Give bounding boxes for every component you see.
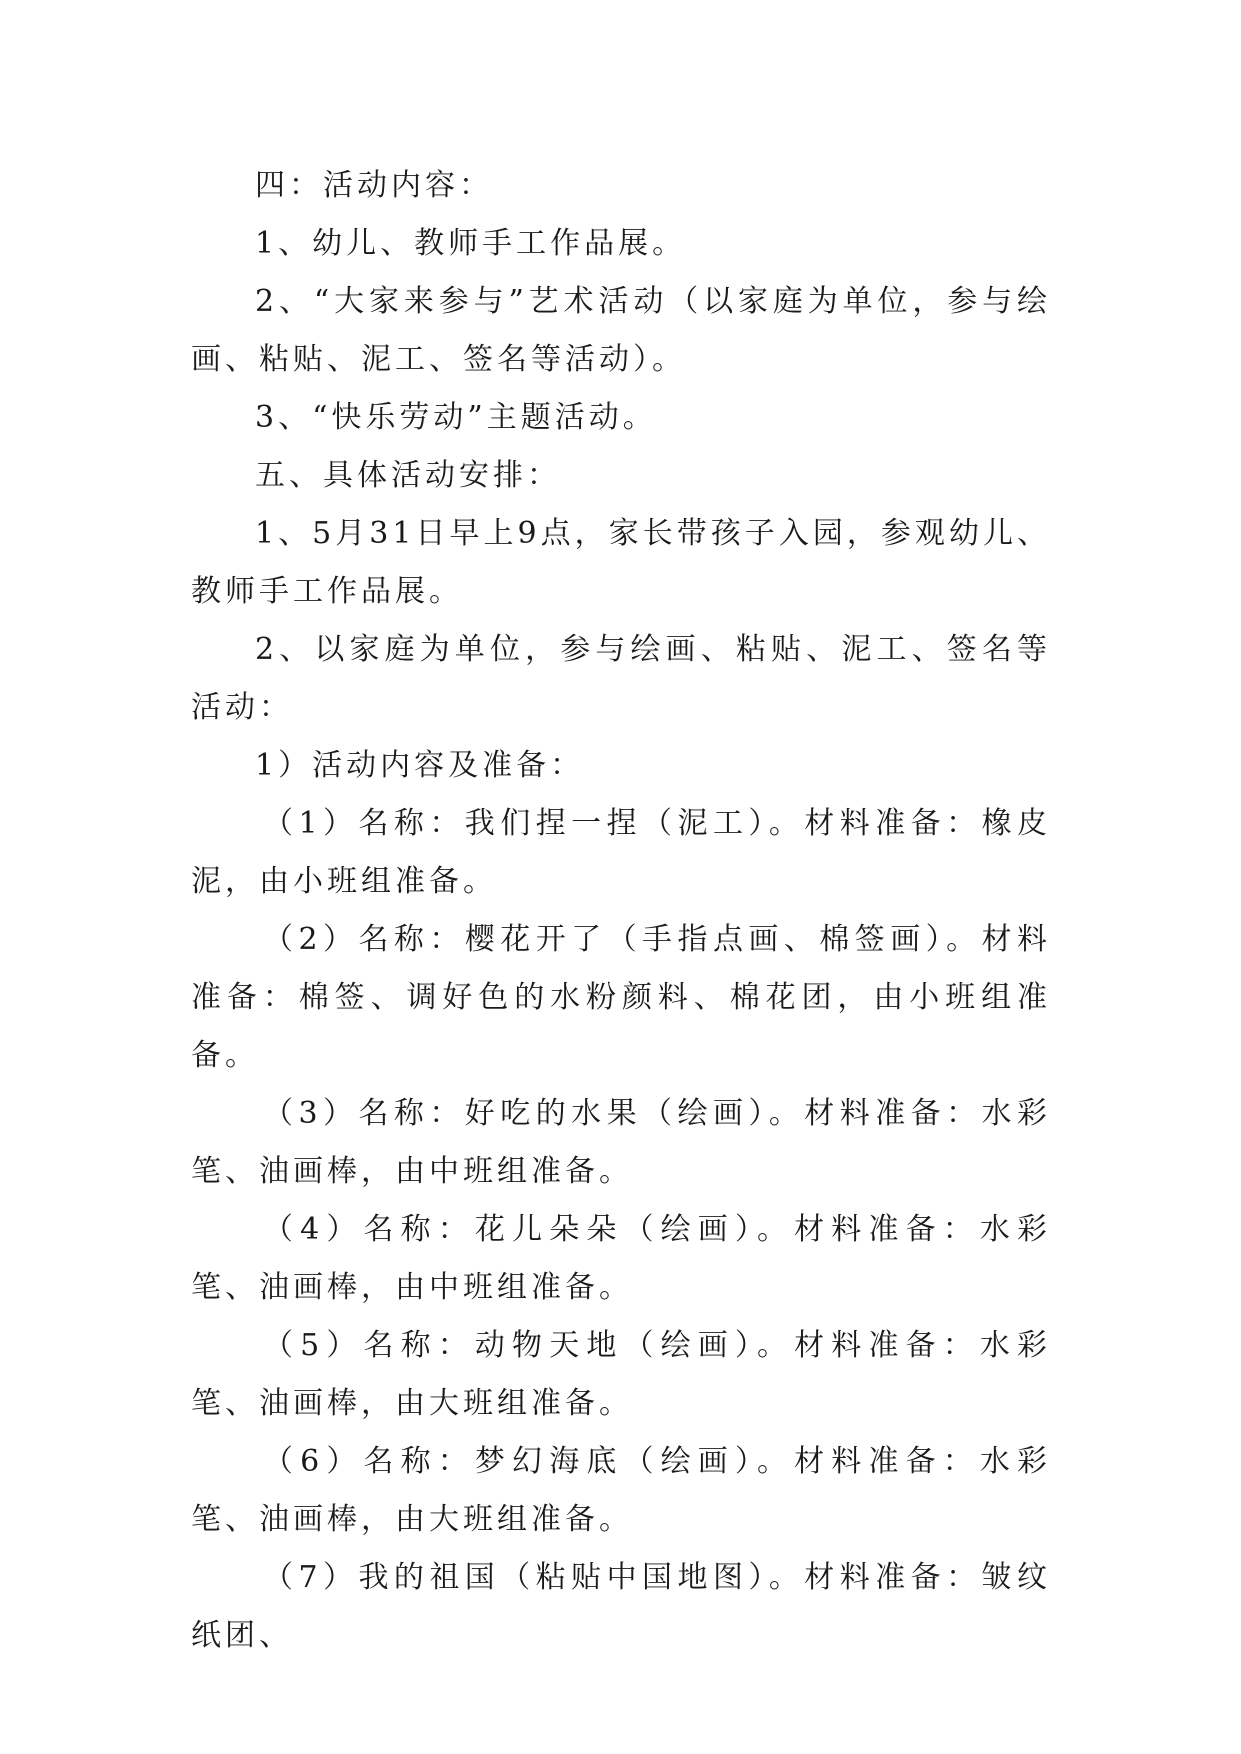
paragraph-activity-1: （1）名称：我们捏一捏（泥工）。材料准备：橡皮泥，由小班组准备。 bbox=[191, 806, 1051, 899]
paragraph-schedule-1: 1、5月31日早上9点，家长带孩子入园，参观幼儿、教师手工作品展。 bbox=[191, 516, 1051, 609]
paragraph-item-2: 2、“大家来参与”艺术活动（以家庭为单位，参与绘画、粘贴、泥工、签名等活动）。 bbox=[191, 284, 1051, 377]
paragraph-item-1: 1、幼儿、教师手工作品展。 bbox=[255, 226, 687, 261]
document-body bbox=[191, 157, 1051, 1665]
paragraph-item-3: 3、“快乐劳动”主题活动。 bbox=[255, 400, 657, 435]
paragraph-activity-5: （5）名称：动物天地（绘画）。材料准备：水彩笔、油画棒，由大班组准备。 bbox=[191, 1328, 1051, 1421]
paragraph-activity-7: （7）我的祖国（粘贴中国地图）。材料准备：皱纹纸团、 bbox=[191, 1560, 1051, 1653]
section-heading-activity-content: 四：活动内容： bbox=[255, 168, 493, 203]
paragraph-schedule-2: 2、以家庭为单位，参与绘画、粘贴、泥工、签名等活动： bbox=[191, 632, 1051, 725]
paragraph-activity-2: （2）名称：樱花开了（手指点画、棉签画）。材料准备：棉签、调好色的水粉颜料、棉花团，由小班组准备。 bbox=[191, 922, 1051, 1073]
section-heading-schedule: 五、具体活动安排： bbox=[255, 458, 561, 493]
paragraph-activity-3: （3）名称：好吃的水果（绘画）。材料准备：水彩笔、油画棒，由中班组准备。 bbox=[191, 1096, 1051, 1189]
paragraph-activity-6: （6）名称：梦幻海底（绘画）。材料准备：水彩笔、油画棒，由大班组准备。 bbox=[191, 1444, 1051, 1537]
paragraph-subheading-prep: 1）活动内容及准备： bbox=[255, 748, 585, 783]
paragraph-activity-4: （4）名称：花儿朵朵（绘画）。材料准备：水彩笔、油画棒，由中班组准备。 bbox=[191, 1212, 1051, 1305]
